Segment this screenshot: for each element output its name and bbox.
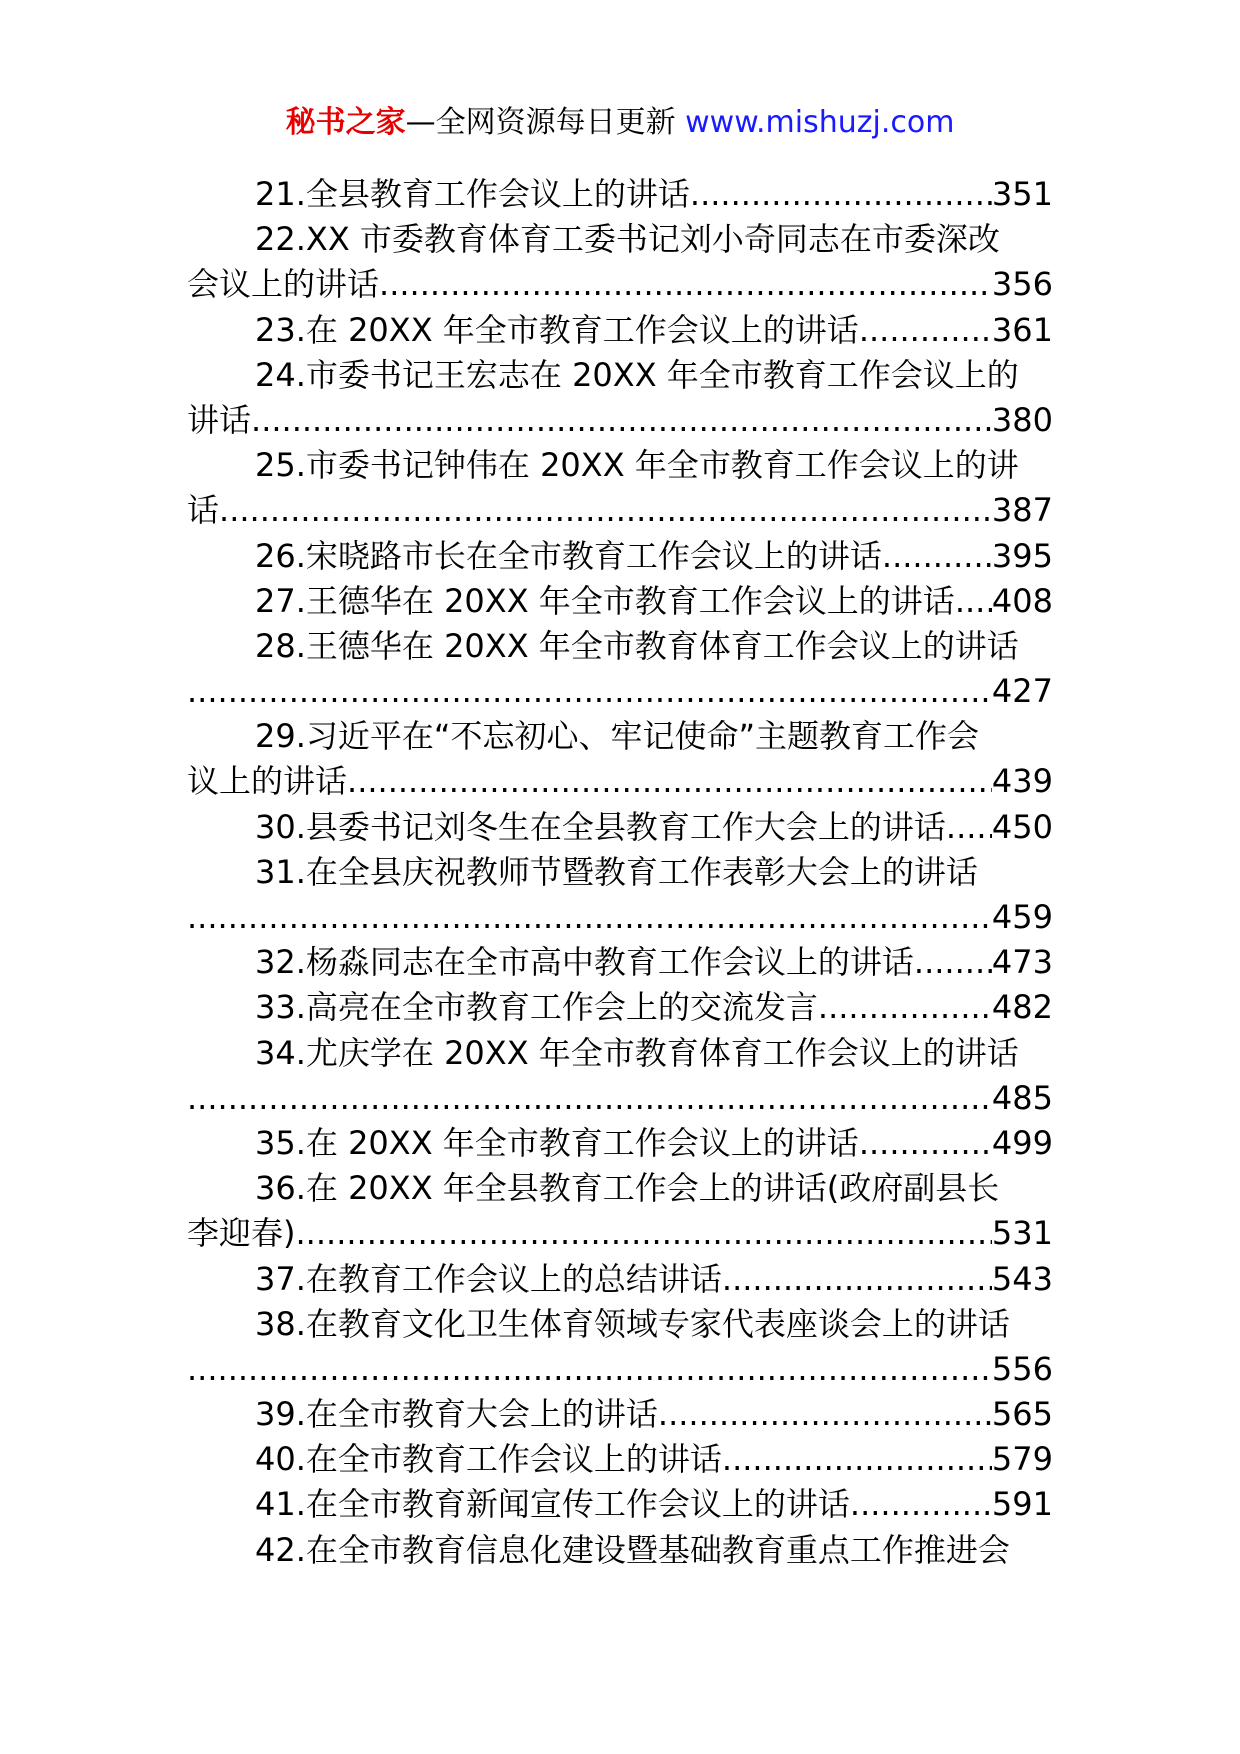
toc-entry-line[interactable]: [187, 534, 1053, 579]
dot-leader: [296, 1211, 992, 1256]
toc-page-number: 351: [991, 175, 1053, 213]
toc-entry-title: 34.尤庆学在 20XX 年全市教育体育工作会议上的讲话: [255, 1033, 1019, 1072]
toc-entry-line[interactable]: [187, 1121, 1053, 1166]
dot-leader: [914, 940, 992, 985]
toc-page-number: 387: [991, 491, 1053, 530]
dot-leader: [347, 759, 992, 804]
toc-page-number: 408: [991, 581, 1053, 620]
toc-entry-title: 40.在全市教育工作会议上的讲话: [255, 1440, 722, 1479]
toc-entry-title: 41.在全市教育新闻宣传工作会议上的讲话: [255, 1485, 850, 1524]
dot-leader: [219, 488, 992, 533]
toc-entry-title: 李迎春): [187, 1214, 296, 1253]
toc-page-number: 380: [991, 400, 1053, 439]
toc-entry-line[interactable]: [187, 624, 1053, 669]
toc-entry-title: 22.XX 市委教育体育工委书记刘小奇同志在市委深改: [255, 220, 1000, 259]
dot-leader: [187, 895, 992, 940]
toc-entry-line[interactable]: [187, 1031, 1053, 1076]
toc-entry-line[interactable]: [187, 1482, 1053, 1527]
dot-leader: [379, 262, 992, 307]
toc-entry-line[interactable]: [187, 217, 1053, 262]
toc-entry-line[interactable]: [187, 579, 1053, 624]
site-header: [0, 103, 1240, 143]
toc-page-number: 356: [991, 265, 1053, 304]
toc-page-number: 531: [991, 1214, 1053, 1253]
toc-entry-line[interactable]: [187, 398, 1053, 443]
toc-entry-line[interactable]: [187, 1392, 1053, 1437]
toc-entry-line[interactable]: [187, 985, 1053, 1030]
toc-entry-line[interactable]: [187, 714, 1053, 759]
toc-entry-line[interactable]: [187, 805, 1053, 850]
toc-entry-title: 话: [187, 491, 220, 530]
toc-entry-title: 30.县委书记刘冬生在全县教育工作大会上的讲话: [255, 807, 946, 846]
toc-entry-line[interactable]: [187, 1257, 1053, 1302]
toc-entry-line[interactable]: [187, 1076, 1053, 1121]
toc-page-number: 556: [991, 1349, 1053, 1388]
toc-entry-title: 35.在 20XX 年全市教育工作会议上的讲话: [255, 1123, 859, 1162]
toc-entry-line[interactable]: [187, 488, 1053, 533]
dot-leader: [882, 534, 992, 579]
dot-leader: [946, 805, 992, 850]
toc-entry-line[interactable]: [187, 669, 1053, 714]
toc-entry-title: 42.在全市教育信息化建设暨基础教育重点工作推进会: [255, 1530, 1010, 1569]
toc-entry-title: 37.在教育工作会议上的总结讲话: [255, 1259, 722, 1298]
brand-name: 秘书之家: [285, 105, 406, 140]
toc-entry-line[interactable]: [187, 850, 1053, 895]
toc-entry-title: 21.全县教育工作会议上的讲话: [255, 175, 690, 213]
toc-entry-line[interactable]: [187, 1437, 1053, 1482]
dot-leader: [722, 1257, 992, 1302]
toc-entry-title: 27.王德华在 20XX 年全市教育工作会议上的讲话: [255, 581, 955, 620]
toc-page-number: 565: [991, 1395, 1053, 1434]
toc-entry-title: 38.在教育文化卫生体育领域专家代表座谈会上的讲话: [255, 1304, 1010, 1343]
dot-leader: [187, 669, 992, 714]
toc-page-number: 439: [991, 762, 1053, 801]
toc-entry-title: 议上的讲话: [187, 762, 348, 801]
toc-entry-line[interactable]: [187, 308, 1053, 353]
toc-page-number: 459: [991, 898, 1053, 936]
toc-entry-title: 26.宋晓路市长在全市教育工作会议上的讲话: [255, 536, 882, 575]
toc-entry-title: 36.在 20XX 年全县教育工作会上的讲话(政府副县长: [255, 1169, 1000, 1208]
toc-entry-title: 29.习近平在“不忘初心、牢记使命”主题教育工作会: [255, 717, 980, 756]
toc-page-number: 543: [991, 1259, 1053, 1298]
dot-leader: [690, 172, 992, 217]
toc-entry-title: 25.市委书记钟伟在 20XX 年全市教育工作会议上的讲: [255, 446, 1019, 485]
toc-entry-line[interactable]: [187, 172, 1053, 217]
toc-page-number: 427: [991, 672, 1053, 711]
toc-page-number: 450: [991, 807, 1053, 846]
header-slogan: —全网资源每日更新: [405, 105, 676, 140]
toc-entry-title: 24.市委书记王宏志在 20XX 年全市教育工作会议上的: [255, 355, 1019, 394]
dot-leader: [187, 1347, 992, 1392]
toc-entry-line[interactable]: [187, 443, 1053, 488]
toc-page-number: 395: [991, 536, 1053, 575]
dot-leader: [859, 1121, 992, 1166]
toc-entry-title: 会议上的讲话: [187, 265, 380, 304]
table-of-contents: [187, 172, 1053, 1573]
dot-leader: [850, 1482, 992, 1527]
toc-entry-line[interactable]: [187, 759, 1053, 804]
toc-entry-line[interactable]: [187, 262, 1053, 307]
toc-entry-title: 31.在全县庆祝教师节暨教育工作表彰大会上的讲话: [255, 852, 978, 891]
toc-page-number: 485: [991, 1078, 1053, 1117]
dot-leader: [251, 398, 992, 443]
toc-entry-title: 23.在 20XX 年全市教育工作会议上的讲话: [255, 310, 859, 349]
dot-leader: [187, 1076, 992, 1121]
dot-leader: [658, 1392, 992, 1437]
toc-page-number: 473: [991, 943, 1053, 982]
toc-page-number: 591: [991, 1485, 1053, 1524]
toc-entry-line[interactable]: [187, 1166, 1053, 1211]
dot-leader: [722, 1437, 992, 1482]
dot-leader: [955, 579, 992, 624]
toc-page-number: 499: [991, 1123, 1053, 1162]
dot-leader: [859, 308, 992, 353]
toc-entry-title: 32.杨淼同志在全市高中教育工作会议上的讲话: [255, 943, 914, 982]
toc-entry-title: 39.在全市教育大会上的讲话: [255, 1395, 658, 1434]
toc-entry-title: 28.王德华在 20XX 年全市教育体育工作会议上的讲话: [255, 626, 1019, 665]
toc-page-number: 482: [991, 988, 1053, 1027]
toc-entry-line[interactable]: [187, 1302, 1053, 1347]
dot-leader: [818, 985, 992, 1030]
toc-entry-title: 讲话: [187, 400, 252, 439]
toc-entry-line[interactable]: [187, 1211, 1053, 1256]
toc-entry-line[interactable]: [187, 1347, 1053, 1392]
toc-page-number: 361: [991, 310, 1053, 349]
toc-entry-line[interactable]: [187, 353, 1053, 398]
toc-entry-line[interactable]: [187, 940, 1053, 985]
toc-entry-line[interactable]: [187, 1528, 1053, 1573]
site-url-link[interactable]: www.mishuzj.com: [685, 105, 955, 140]
toc-entry-line[interactable]: [187, 895, 1053, 940]
toc-entry-title: 33.高亮在全市教育工作会上的交流发言: [255, 988, 818, 1027]
toc-page-number: 579: [991, 1440, 1053, 1479]
